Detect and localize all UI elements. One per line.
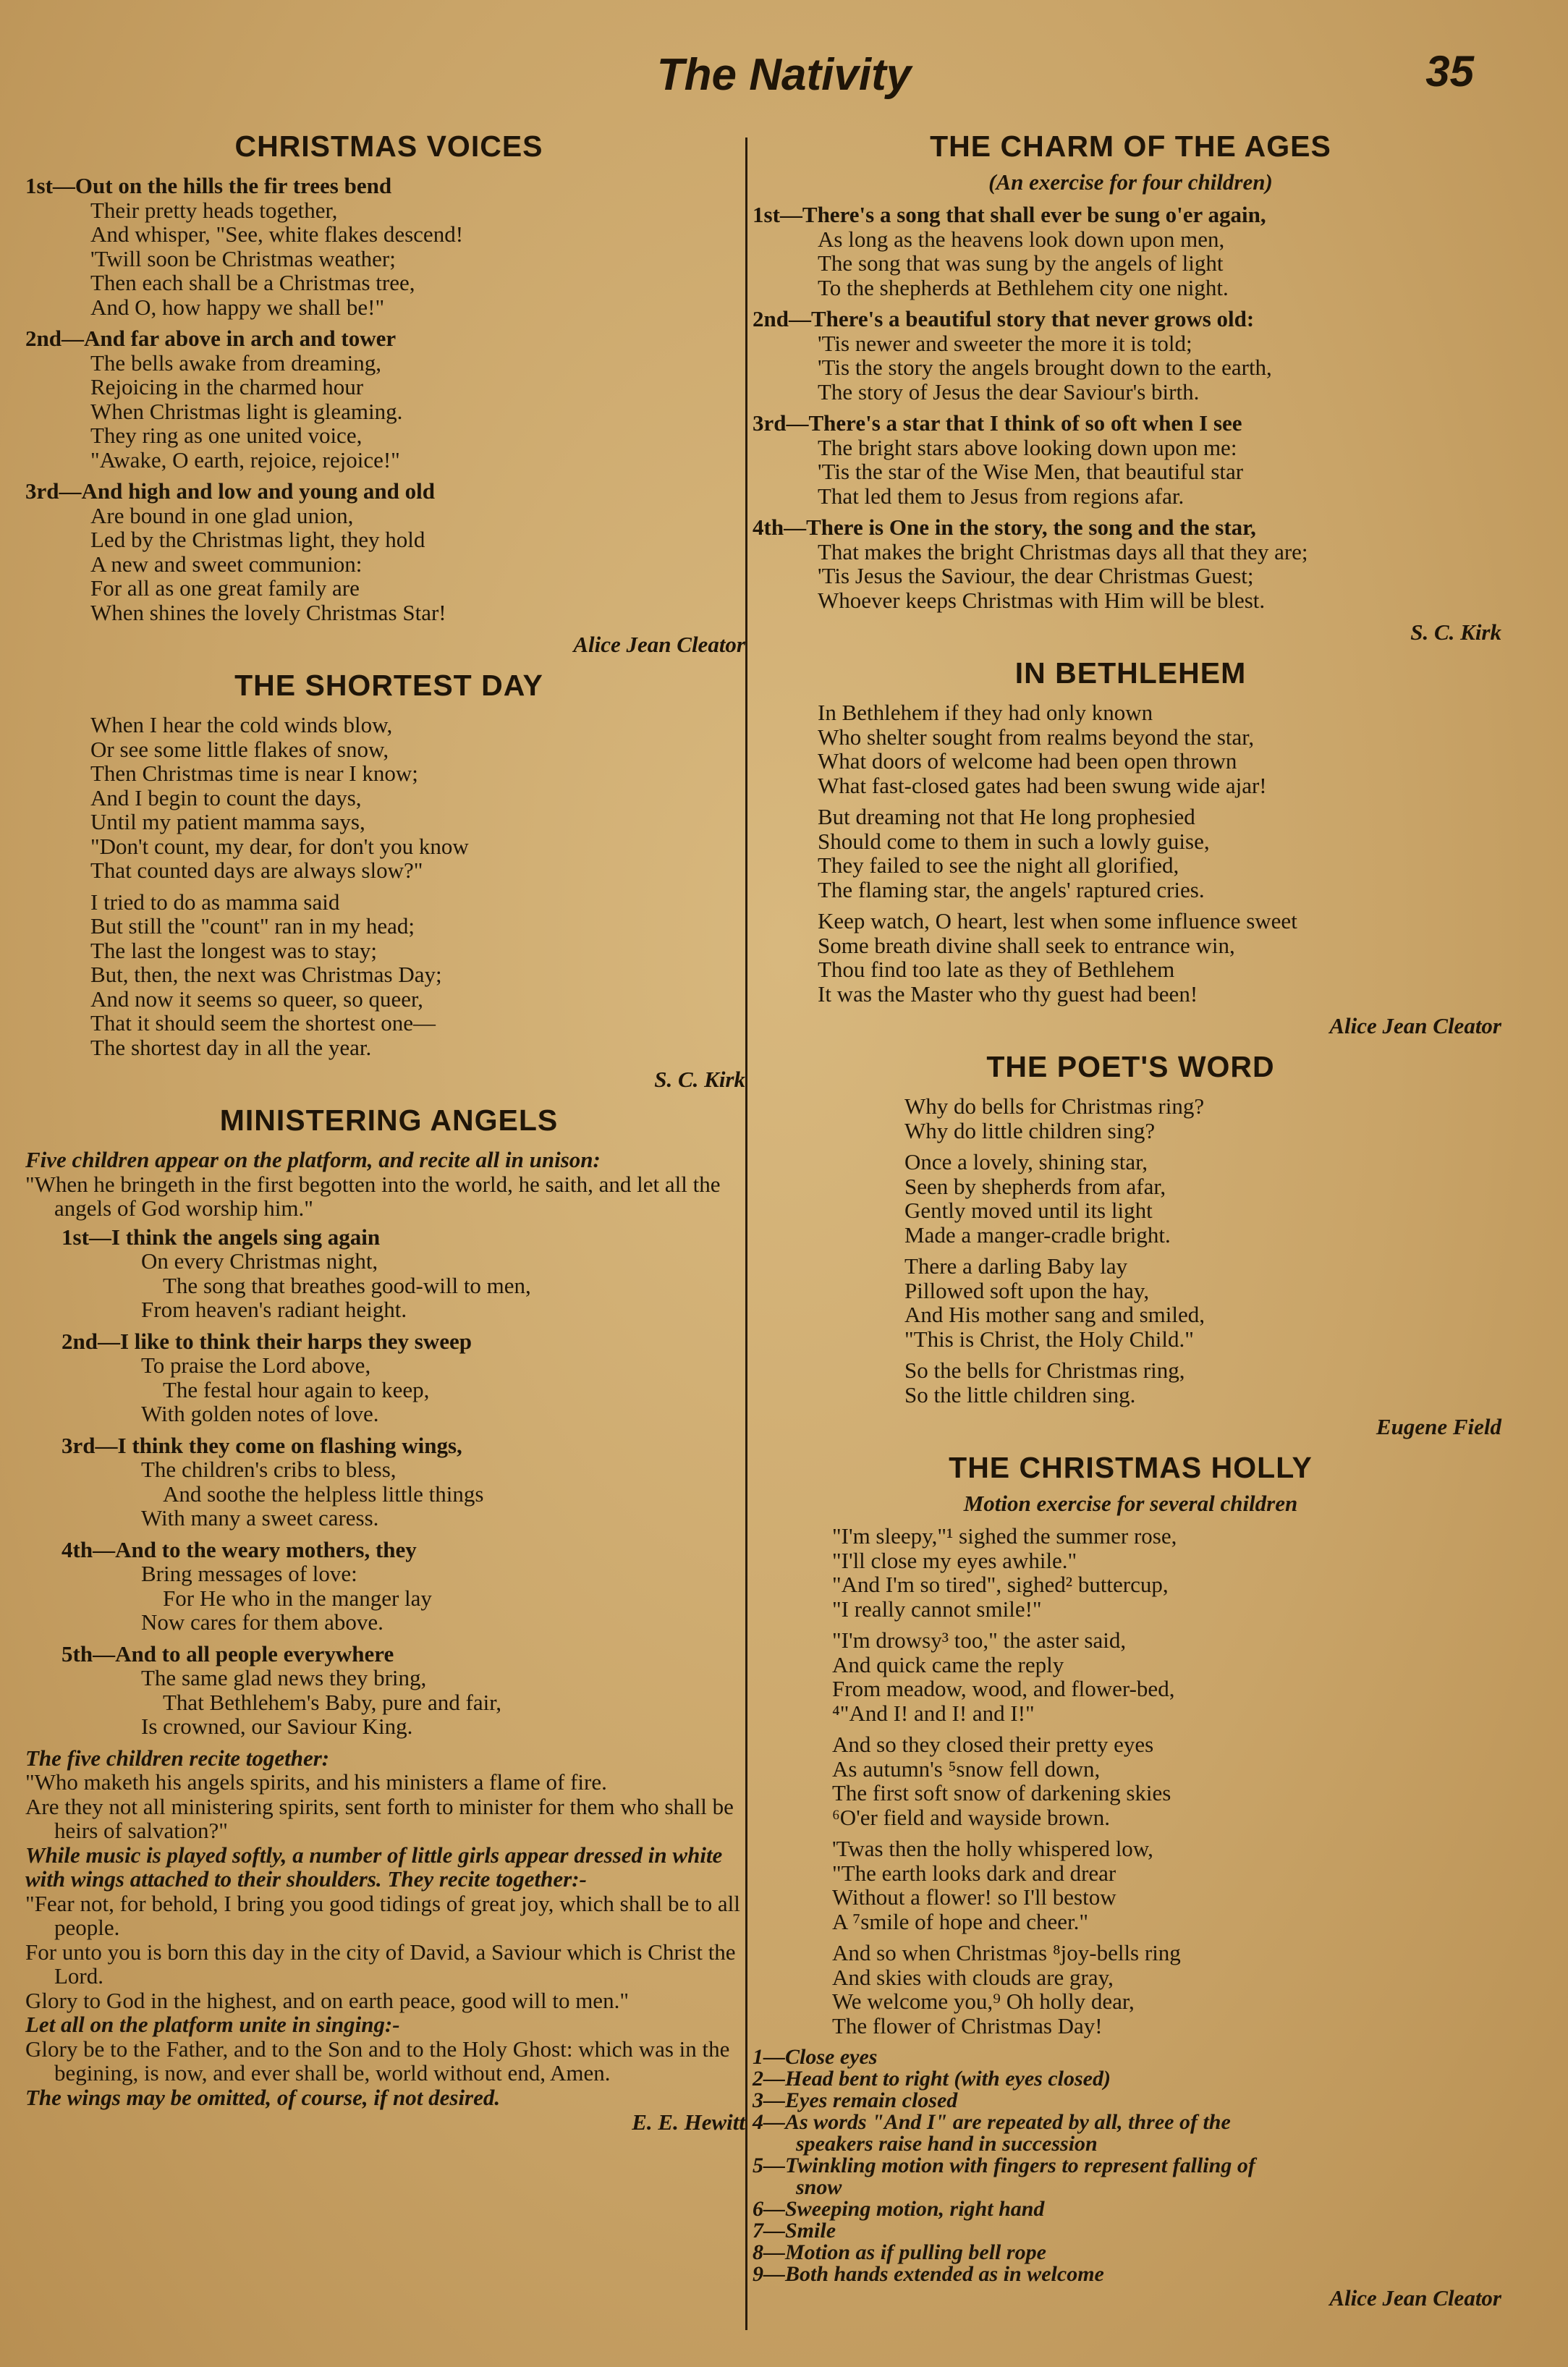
poem-line: 1st—There's a song that shall ever be sung o'er again, <box>753 202 1266 227</box>
poem-line: The last the longest was to stay; <box>90 937 378 963</box>
poem-line: As autumn's ⁵snow fell down, <box>832 1756 1101 1782</box>
poem-line: 4th—And to the weary mothers, they <box>62 1536 417 1562</box>
poem-title: THE POET'S WORD <box>986 1050 1275 1083</box>
stanza <box>753 1628 1509 1725</box>
left-column <box>25 123 753 2146</box>
poem-line: 'Tis Jesus the Saviour, the dear Christmas Guest; <box>818 563 1254 588</box>
poem-line: "I really cannot smile!" <box>832 1596 1042 1622</box>
poem-line: And now it seems so queer, so queer, <box>90 986 423 1012</box>
stanza <box>753 1094 1509 1143</box>
stanza <box>753 411 1509 508</box>
poem-christmas-voices <box>25 129 753 658</box>
footnote: snow <box>796 2175 842 2199</box>
poem-line: Seen by shepherds from afar, <box>904 1173 1166 1199</box>
poem-line: Whoever keeps Christmas with Him will be blest. <box>818 587 1266 613</box>
poem-line: "This is Christ, the Holy Child." <box>904 1326 1194 1352</box>
stanza <box>753 700 1509 797</box>
poem-line: But, then, the next was Christmas Day; <box>90 962 442 987</box>
stanza <box>753 307 1509 404</box>
poem-line: Why do bells for Christmas ring? <box>904 1093 1205 1119</box>
poem-line: When I hear the cold winds blow, <box>90 712 393 737</box>
poem-line: 'Tis the story the angels brought down to the earth, <box>818 355 1272 380</box>
poem-line: 4th—There is One in the story, the song and the star, <box>753 515 1256 540</box>
poem-line: And quick came the reply <box>832 1651 1064 1677</box>
stanza <box>753 805 1509 902</box>
stanza <box>753 1150 1509 1247</box>
author: S. C. Kirk <box>1410 619 1501 645</box>
author: Alice Jean Cleator <box>1329 1013 1501 1038</box>
poem-line: Until my patient mamma says, <box>90 809 365 834</box>
poem-line: The story of Jesus the dear Saviour's birth. <box>818 378 1200 405</box>
poem-line: That it should seem the shortest one— <box>90 1010 436 1036</box>
stanza <box>25 479 753 624</box>
poem-line: Is crowned, our Saviour King. <box>141 1714 413 1739</box>
poem-line: They ring as one united voice, <box>90 423 363 448</box>
page-header <box>0 43 1568 109</box>
poem-line: 2nd—I like to think their harps they sweep <box>62 1328 472 1354</box>
poem-line: 1st—I think the angels sing again <box>62 1224 381 1250</box>
poem-line: So the bells for Christmas ring, <box>904 1358 1185 1383</box>
footnote: speakers raise hand in succession <box>796 2132 1098 2156</box>
poem-line: Gently moved until its light <box>904 1198 1153 1223</box>
poem-line: So the little children sing. <box>904 1381 1136 1407</box>
stage-direction: Let all on the platform unite in singing:- <box>25 2012 400 2037</box>
poem-line: Then each shall be a Christmas tree, <box>90 270 415 295</box>
poem-line: That counted days are always slow?" <box>90 858 423 883</box>
poem-title: THE CHRISTMAS HOLLY <box>949 1451 1313 1484</box>
scripture-quote: For unto you is born this day in the city of David, a Saviour which is Christ the Lord. <box>25 1939 736 1989</box>
poem-line: We welcome you,⁹ Oh holly dear, <box>832 1989 1135 2014</box>
poem-line: 'Tis the star of the Wise Men, that beautiful star <box>818 459 1244 484</box>
poem-poets-word <box>753 1049 1509 1440</box>
poem-ministering-angels <box>25 1103 753 2135</box>
scripture-quote: "Who maketh his angels spirits, and his ministers a flame of fire. <box>25 1769 607 1795</box>
poem-line: A new and sweet communion: <box>90 551 363 577</box>
poem-line: But dreaming not that He long prophesied <box>818 804 1195 829</box>
poem-line: The same glad news they bring, <box>141 1665 427 1690</box>
scripture-quote: "Fear not, for behold, I bring you good tidings of great joy, which shall be to all people. <box>25 1890 740 1940</box>
poem-line: Thou find too late as they of Bethlehem <box>818 957 1175 982</box>
poem-line: In Bethlehem if they had only known <box>818 700 1153 725</box>
poem-line: With golden notes of love. <box>141 1401 379 1426</box>
poem-line: The first soft snow of darkening skies <box>832 1780 1171 1805</box>
stanza <box>753 1732 1509 1829</box>
footnote: 2—Head bent to right (with eyes closed) <box>753 2067 1111 2091</box>
poem-line: When Christmas light is gleaming. <box>90 398 403 424</box>
poem-line: From heaven's radiant height. <box>141 1297 407 1322</box>
poem-line: And so when Christmas ⁸joy-bells ring <box>832 1940 1181 1965</box>
poem-line: The children's cribs to bless, <box>141 1457 397 1482</box>
poem-title: MINISTERING ANGELS <box>219 1104 559 1137</box>
poem-charm-of-the-ages <box>753 129 1509 645</box>
poem-line: "I'll close my eyes awhile." <box>832 1547 1077 1573</box>
poem-line: And skies with clouds are gray, <box>832 1964 1114 1990</box>
poem-line: The bells awake from dreaming, <box>90 350 381 376</box>
poem-line: I tried to do as mamma said <box>90 889 340 915</box>
poem-subtitle: (An exercise for four children) <box>988 169 1273 195</box>
poem-line: 5th—And to all people everywhere <box>62 1640 394 1667</box>
poem-line: Once a lovely, shining star, <box>904 1149 1148 1174</box>
poem-line: 3rd—I think they come on flashing wings, <box>62 1432 462 1458</box>
poem-line: 'Twas then the holly whispered low, <box>832 1836 1153 1861</box>
stanza <box>753 1837 1509 1934</box>
author: E. E. Hewitt <box>632 2109 745 2135</box>
stanza <box>25 326 753 472</box>
poem-line: 3rd—And high and low and young and old <box>25 478 435 504</box>
poem-line: That led them to Jesus from regions afar. <box>818 483 1185 509</box>
poem-line: The song that was sung by the angels of light <box>818 250 1224 276</box>
stage-direction: The five children recite together: <box>25 1745 330 1771</box>
poem-line: That Bethlehem's Baby, pure and fair, <box>163 1689 502 1715</box>
poem-line: The flaming star, the angels' raptured cries. <box>818 876 1205 902</box>
poem-line: 2nd—There's a beautiful story that never grows old: <box>753 306 1255 331</box>
scripture-quote: Are they not all ministering spirits, sent forth to minister for them who shall be heirs of salvation?" <box>25 1793 734 1843</box>
poem-line: The bright stars above looking down upon me: <box>818 434 1237 460</box>
stanza <box>753 1941 1509 2038</box>
stanza <box>753 1254 1509 1351</box>
poem-line: With many a sweet caress. <box>141 1505 379 1530</box>
footnote: 5—Twinkling motion with fingers to represent falling of <box>753 2154 1255 2177</box>
footnote: 3—Eyes remain closed <box>753 2088 958 2112</box>
poem-line: The song that breathes good-will to men, <box>163 1272 531 1298</box>
poem-line: Now cares for them above. <box>141 1609 383 1635</box>
stanza <box>25 1329 753 1426</box>
poem-line: But still the "count" ran in my head; <box>90 913 415 939</box>
poem-line: "The earth looks dark and drear <box>832 1860 1116 1886</box>
poem-subtitle: Motion exercise for several children <box>963 1491 1298 1516</box>
poem-line: Are bound in one glad union, <box>90 502 354 528</box>
poem-line: And His mother sang and smiled, <box>904 1302 1205 1327</box>
stanza <box>753 1524 1509 1621</box>
poem-line: The shortest day in all the year. <box>90 1034 372 1060</box>
footnote: 8—Motion as if pulling bell rope <box>753 2240 1046 2264</box>
stanza <box>753 515 1509 612</box>
poem-line: And whisper, "See, white flakes descend! <box>90 221 464 247</box>
page-number: 35 <box>1425 47 1474 96</box>
stanza <box>25 1538 753 1635</box>
footnote: 7—Smile <box>753 2219 836 2243</box>
poem-line: Why do little children sing? <box>904 1117 1156 1143</box>
scripture-quote: "When he bringeth in the first begotten into the world, he saith, and let all the angels of God worship him." <box>25 1171 721 1221</box>
poem-christmas-holly <box>753 1450 1509 2311</box>
poem-line: It was the Master who thy guest had been! <box>818 981 1198 1007</box>
poem-line: What doors of welcome had been open thrown <box>818 748 1237 774</box>
poem-line: 1st—Out on the hills the fir trees bend <box>25 173 392 198</box>
poem-line: As long as the heavens look down upon men, <box>818 226 1225 252</box>
poem-line: They failed to see the night all glorified, <box>818 852 1179 878</box>
scripture-quote: Glory to God in the highest, and on earth peace, good will to men." <box>25 1987 629 2013</box>
poem-line: Keep watch, O heart, lest when some influence sweet <box>818 908 1297 933</box>
stage-direction: The wings may be omitted, of course, if not desired. <box>25 2084 501 2110</box>
footnote: 1—Close eyes <box>753 2045 878 2069</box>
poem-line: The festal hour again to keep, <box>163 1376 430 1402</box>
stanza <box>25 1434 753 1530</box>
poem-line: There a darling Baby lay <box>904 1253 1128 1279</box>
poem-line: ⁴"And I! and I! and I!" <box>832 1700 1035 1726</box>
poem-line: Then Christmas time is near I know; <box>90 761 418 786</box>
right-column <box>753 123 1509 2321</box>
author: Alice Jean Cleator <box>1329 2285 1501 2311</box>
poem-in-bethlehem <box>753 656 1509 1039</box>
stanza <box>25 713 753 883</box>
poem-line: 'Twill soon be Christmas weather; <box>90 245 396 271</box>
poem-line: "I'm drowsy³ too," the aster said, <box>832 1627 1127 1653</box>
poem-shortest-day <box>25 668 753 1093</box>
poem-title: THE SHORTEST DAY <box>234 669 543 702</box>
poem-line: To praise the Lord above, <box>141 1352 371 1378</box>
poem-line: "I'm sleepy,"¹ sighed the summer rose, <box>832 1523 1177 1549</box>
poem-line: To the shepherds at Bethlehem city one night. <box>818 274 1229 300</box>
poem-line: That makes the bright Christmas days all that they are; <box>818 538 1308 564</box>
stanza <box>753 1358 1509 1407</box>
poem-line: Some breath divine shall seek to entrance win, <box>818 932 1235 958</box>
footnote: 9—Both hands extended as in welcome <box>753 2262 1104 2286</box>
poem-line: Or see some little flakes of snow, <box>90 736 389 762</box>
poem-title: IN BETHLEHEM <box>1014 656 1247 690</box>
poem-line: Made a manger-cradle bright. <box>904 1221 1171 1248</box>
poem-line: 3rd—There's a star that I think of so oft when I see <box>753 410 1242 436</box>
poem-line: ⁶O'er field and wayside brown. <box>832 1804 1110 1830</box>
poem-line: On every Christmas night, <box>141 1248 378 1274</box>
stanza <box>753 203 1509 300</box>
poem-line: Pillowed soft upon the hay, <box>904 1277 1150 1303</box>
poem-line: And O, how happy we shall be!" <box>90 294 385 320</box>
doxology: Glory be to the Father, and to the Son and to the Holy Ghost: which was in the begining, is now, and ever shall be, world without end, Amen. <box>25 2036 730 2086</box>
poem-line: For all as one great family are <box>90 575 360 601</box>
poem-line: Who shelter sought from realms beyond the star, <box>818 724 1255 750</box>
stanza <box>25 1225 753 1322</box>
poem-line: And soothe the helpless little things <box>163 1481 484 1507</box>
poem-line: And so they closed their pretty eyes <box>832 1732 1154 1757</box>
stanza <box>25 890 753 1060</box>
poem-line: Led by the Christmas light, they hold <box>90 527 425 552</box>
poem-line: 'Tis newer and sweeter the more it is told; <box>818 330 1192 356</box>
stanza <box>25 1642 753 1739</box>
poem-title: CHRISTMAS VOICES <box>234 130 543 163</box>
author: S. C. Kirk <box>654 1067 745 1092</box>
poem-title: THE CHARM OF THE AGES <box>930 130 1331 163</box>
footnote: 6—Sweeping motion, right hand <box>753 2197 1045 2221</box>
poem-line: "And I'm so tired", sighed² buttercup, <box>832 1572 1169 1597</box>
poem-line: Without a flower! so I'll bestow <box>832 1884 1116 1910</box>
footnotes <box>753 2046 1509 2285</box>
poem-line: 2nd—And far above in arch and tower <box>25 326 397 351</box>
author: Alice Jean Cleator <box>573 632 745 657</box>
poem-line: What fast-closed gates had been swung wide ajar! <box>818 772 1267 798</box>
stanza <box>25 174 753 319</box>
poem-line: "Awake, O earth, rejoice, rejoice!" <box>90 446 400 473</box>
author: Eugene Field <box>1376 1414 1501 1439</box>
poem-line: A ⁷smile of hope and cheer." <box>832 1908 1089 1934</box>
poem-line: Rejoicing in the charmed hour <box>90 374 364 399</box>
poem-line: For He who in the manger lay <box>163 1585 432 1611</box>
poem-line: From meadow, wood, and flower-bed, <box>832 1676 1175 1701</box>
footnote: 4—As words "And I" are repeated by all, three of the <box>753 2110 1231 2134</box>
poem-line: And I begin to count the days, <box>90 784 362 810</box>
running-title: The Nativity <box>656 50 912 100</box>
stage-direction: Five children appear on the platform, and recite all in unison: <box>25 1147 601 1172</box>
poem-line: The flower of Christmas Day! <box>832 2012 1103 2038</box>
poem-line: Should come to them in such a lowly guise, <box>818 828 1210 854</box>
stage-direction: While music is played softly, a number of little girls appear dressed in white with wings attached to their shoulders. They recite together:- <box>25 1842 723 1892</box>
poem-line: Their pretty heads together, <box>90 197 338 223</box>
poem-line: When shines the lovely Christmas Star! <box>90 599 446 625</box>
stanza <box>753 909 1509 1006</box>
poem-line: Bring messages of love: <box>141 1561 357 1586</box>
poem-line: "Don't count, my dear, for don't you know <box>90 833 469 859</box>
